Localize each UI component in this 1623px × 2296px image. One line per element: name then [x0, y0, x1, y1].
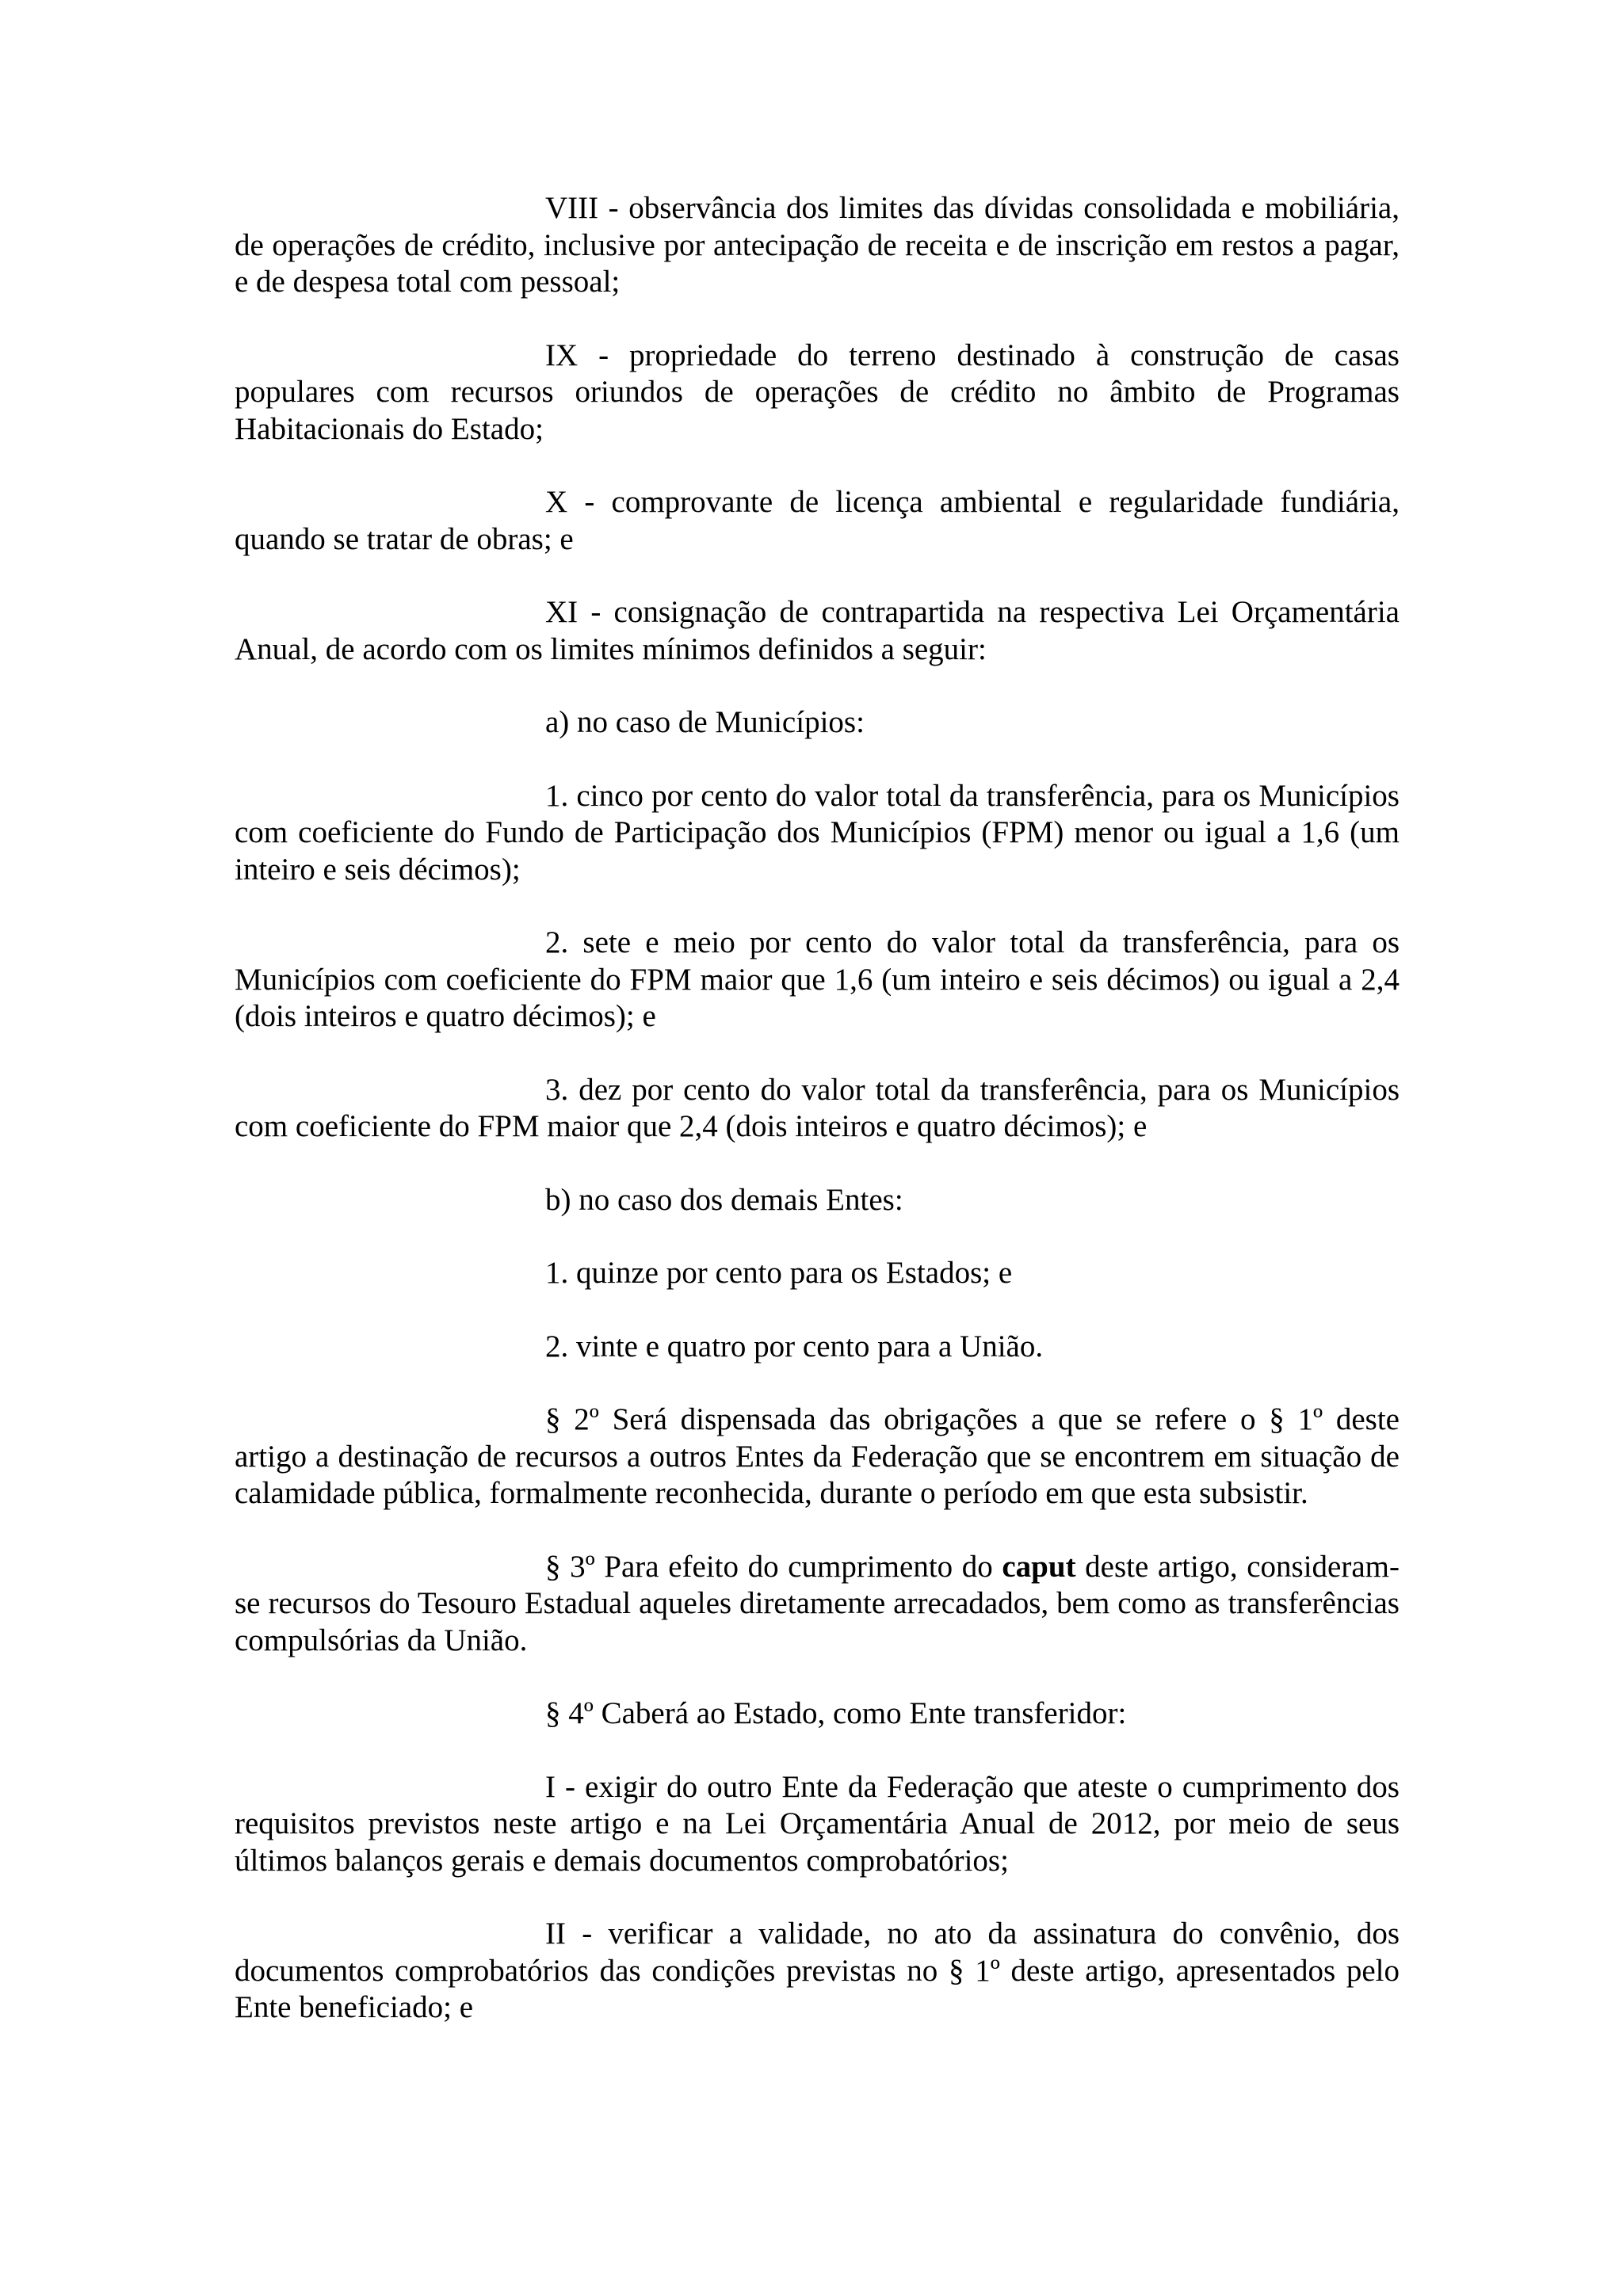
paragraph-subitem-a: a) no caso de Municípios: — [545, 705, 865, 739]
paragraph-subitem-a3: 3. dez por cento do valor total da transferência, para os Municípios com coeficiente do FPM maior que 2,4 (dois inteiros e quatro décimos); e — [235, 1072, 1400, 1143]
paragraph-section-4: § 4º Caberá ao Estado, como Ente transferidor: — [545, 1696, 1127, 1730]
paragraph-item-x: X - comprovante de licença ambiental e regularidade fundiária, quando se tratar de obras; e — [235, 485, 1400, 556]
paragraph-item-i: I - exigir do outro Ente da Federação que ateste o cumprimento dos requisitos previstos neste artigo e na Lei Orçamentária Anual de 2012, por meio de seus últimos balanços gerais e demais documentos comprobatórios; — [235, 1769, 1400, 1878]
document-body — [235, 190, 1400, 2063]
section-3-text-after: deste artigo, consideram-se recursos do Tesouro Estadual aqueles diretamente arrecadados, bem como as transferências compulsórias da União. — [235, 1549, 1400, 1657]
paragraph-subitem-b: b) no caso dos demais Entes: — [545, 1182, 903, 1217]
paragraph-subitem-b1: 1. quinze por cento para os Estados; e — [545, 1256, 1013, 1290]
paragraph-item-ix: IX - propriedade do terreno destinado à construção de casas populares com recursos oriundos de operações de crédito no âmbito de Programas Habitacionais do Estado; — [235, 338, 1400, 446]
paragraph-item-viii: VIII - observância dos limites das dívidas consolidada e mobiliária, de operações de crédito, inclusive por antecipação de receita e de inscrição em restos a pagar, e de despesa total com pessoal; — [235, 191, 1400, 299]
section-3-text-before: § 3º Para efeito do cumprimento do — [545, 1549, 1002, 1584]
paragraph-section-3 — [235, 1549, 1400, 1660]
paragraph-item-xi: XI - consignação de contrapartida na respectiva Lei Orçamentária Anual, de acordo com os limites mínimos definidos a seguir: — [235, 595, 1400, 666]
paragraph-subitem-b2: 2. vinte e quatro por cento para a União. — [545, 1329, 1044, 1363]
paragraph-subitem-a1: 1. cinco por cento do valor total da transferência, para os Municípios com coeficiente do Fundo de Participação dos Municípios (FPM) menor ou igual a 1,6 (um inteiro e seis décimos); — [235, 778, 1400, 887]
paragraph-subitem-a2: 2. sete e meio por cento do valor total da transferência, para os Municípios com coeficiente do FPM maior que 1,6 (um inteiro e seis décimos) ou igual a 2,4 (dois inteiros e quatro décimos); e — [235, 925, 1400, 1033]
paragraph-section-2: § 2º Será dispensada das obrigações a que se refere o § 1º deste artigo a destinação de recursos a outros Entes da Federação que se encontrem em situação de calamidade pública, formalmente reconhecida, durante o período em que esta subsistir. — [235, 1402, 1400, 1510]
caput-bold-term: caput — [1002, 1549, 1076, 1584]
paragraph-item-ii: II - verificar a validade, no ato da assinatura do convênio, dos documentos comprobatórios das condições previstas no § 1º deste artigo, apresentados pelo Ente beneficiado; e — [235, 1917, 1400, 2024]
